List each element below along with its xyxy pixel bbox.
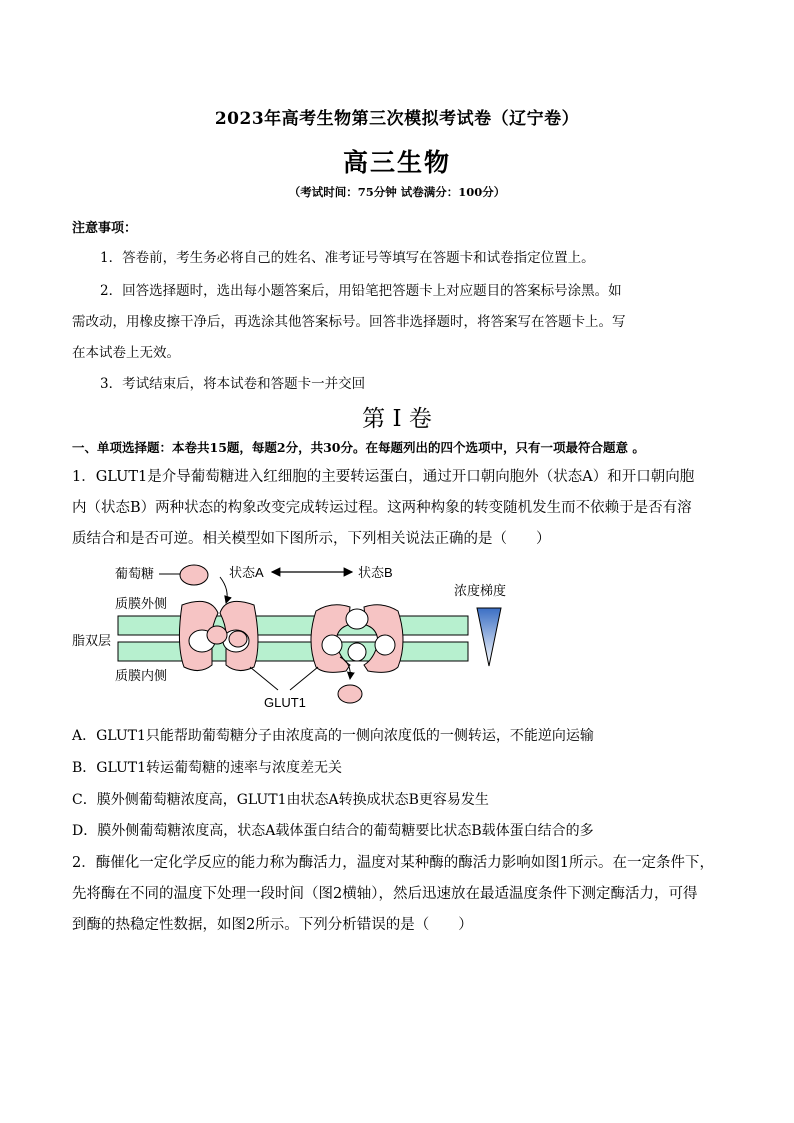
option-b[interactable]: B．GLUT1转运葡萄糖的速率与浓度差无关 — [72, 760, 343, 776]
question-2-line-1: 2．酶催化一定化学反应的能力称为酶活力，温度对某种酶的酶活力影响如图1所示。在一定条件下， — [72, 855, 714, 871]
question-1-line-2: 内（状态B）两种状态的构象改变完成转运过程。这两种构象的转变随机发生而不依赖于是否有溶 — [72, 500, 692, 516]
glut1-figure — [60, 555, 530, 715]
subject-title: 高三生物 — [342, 148, 451, 177]
question-2-line-2: 先将酶在不同的温度下处理一段时间（图2横轴），然后迅速放在最适温度条件下测定酶活力，可得 — [72, 886, 698, 902]
gradient-triangle — [477, 608, 501, 666]
notice-item-2-line-3: 在本试卷上无效。 — [72, 345, 180, 361]
section-intro: 一、单项选择题：本卷共15题，每题2分，共30分。在每题列出的四个选项中，只有一项最符合题意 。 — [72, 440, 645, 455]
binding-arrow — [220, 577, 227, 603]
notice-item-2-line-2: 需改动，用橡皮擦干净后，再选涂其他答案标号。回答非选择题时，将答案写在答题卡上。写 — [72, 314, 626, 330]
outer-leaflet — [118, 616, 468, 635]
notice-item-3: 3．考试结束后，将本试卷和答题卡一并交回 — [100, 376, 366, 392]
glut1-label: GLUT1 — [264, 695, 306, 710]
inner-side-label: 质膜内侧 — [115, 668, 168, 683]
outer-side-label: 质膜外侧 — [115, 596, 168, 611]
lipid-bilayer-label: 脂双层 — [72, 633, 112, 648]
glucose-label: 葡萄糖 — [115, 566, 155, 581]
notice-item-2-line-1: 2．回答选择题时，选出每小题答案后，用铅笔把答题卡上对应题目的答案标号涂黑。如 — [100, 283, 622, 299]
question-1-line-3: 质结合和是否可逆。相关模型如下图所示，下列相关说法正确的是（ ） — [72, 531, 551, 547]
notice-heading: 注意事项： — [72, 221, 138, 236]
inner-leaflet — [118, 642, 468, 661]
notice-item-1: 1．答卷前，考生务必将自己的姓名、准考证号等填写在答题卡和试卷指定位置上。 — [100, 250, 595, 266]
question-2-line-3: 到酶的热稳定性数据，如图2所示。下列分析错误的是（ ） — [72, 917, 473, 933]
glut1-pointer-a — [250, 667, 278, 690]
gradient-label: 浓度梯度 — [454, 583, 507, 598]
state-b-label: 状态B — [358, 565, 393, 580]
glut1-pointer-b — [290, 667, 318, 690]
option-d[interactable]: D．膜外侧葡萄糖浓度高，状态A载体蛋白结合的葡萄糖要比状态B载体蛋白结合的多 — [72, 823, 594, 839]
question-1-line-1: 1．GLUT1是介导葡萄糖进入红细胞的主要转运蛋白，通过开口朝向胞外（状态A）和开口朝向胞 — [72, 469, 695, 485]
exam-info: （考试时间：75分钟 试卷满分：100分） — [288, 185, 506, 199]
section-title: 第 I 卷 — [362, 406, 432, 432]
exam-title: 2023年高考生物第三次模拟考试卷（辽宁卷） — [214, 109, 580, 129]
option-a[interactable]: A．GLUT1只能帮助葡萄糖分子由浓度高的一侧向浓度低的一侧转运，不能逆向运输 — [72, 728, 594, 744]
glucose-molecule-inside — [338, 685, 362, 703]
option-c[interactable]: C．膜外侧葡萄糖浓度高，GLUT1由状态A转换成状态B更容易发生 — [72, 792, 489, 808]
state-a-label: 状态A — [229, 565, 264, 580]
glucose-molecule-outside — [180, 565, 208, 585]
glut1-state-b — [311, 605, 403, 673]
